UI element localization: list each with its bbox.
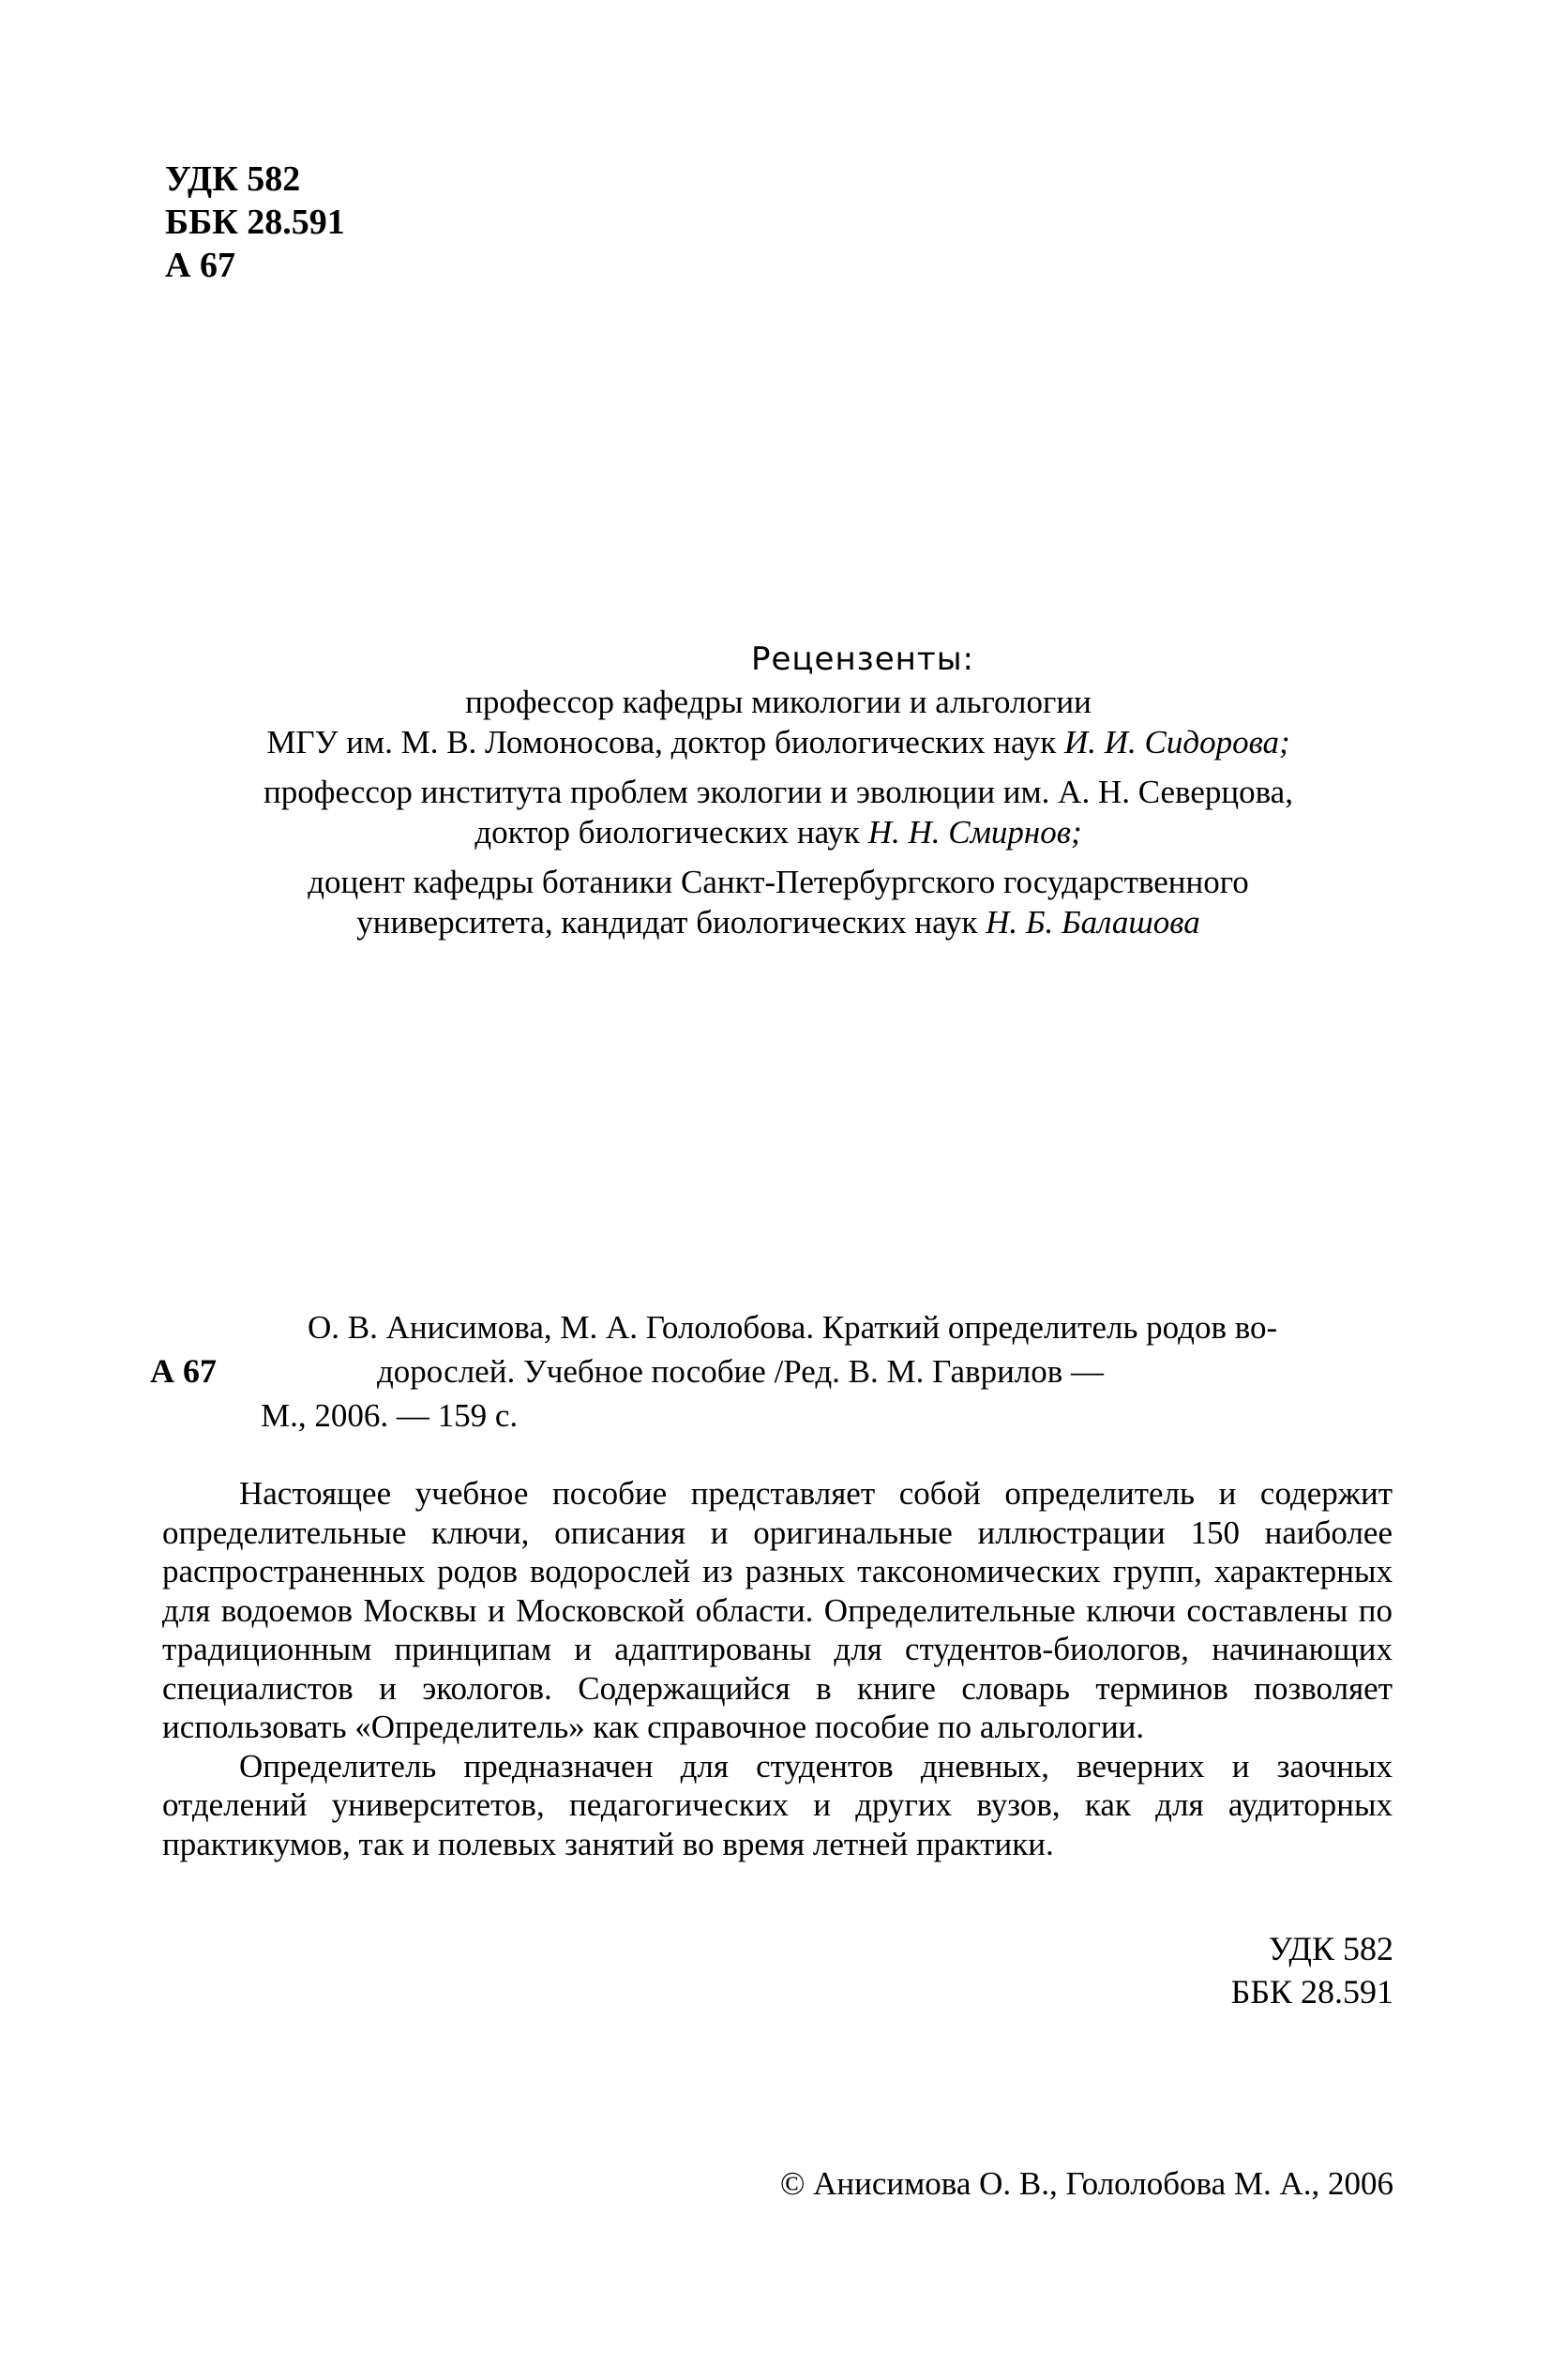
reviewer-degree: университета, кандидат биологических наук <box>356 904 986 941</box>
annotation-paragraph: Настоящее учебное пособие представляет собой определитель и содержит определительные ключи, описания и оригинальные иллюстрации 150 наиболее распространенных родов водорослей из разных таксономических групп, характерных для водоемов Москвы и Московской области. Определительные ключи составлены по традиционным принципам и адаптированы для студентов-биологов, начинающих специалистов и экологов. Содержащийся в книге словарь терминов позволяет использовать «Определитель» как справочное пособие по альгологии. <box>162 1475 1393 1745</box>
reviewer-position: профессор кафедры микологии и альгологии <box>465 684 1092 720</box>
reviewer-affiliation <box>206 902 1350 942</box>
copyright-notice: © Анисимова О. В., Гололобова М. А., 2006 <box>779 2165 1393 2202</box>
reviewer-degree: доктор биологических наук <box>474 814 868 851</box>
bbk-code: ББК 28.591 <box>1230 1973 1393 2011</box>
reviewer-name: Н. Б. Балашова <box>986 904 1200 941</box>
annotation-paragraph: Определитель предназначен для студентов дневных, вечерних и заочных отделений университетов, педагогических и других вузов, как для аудиторных практикумов, так и полевых занятий во время летней практики. <box>162 1747 1393 1862</box>
reviewer-entry <box>206 772 1350 852</box>
reviewer-position: доцент кафедры ботаники Санкт-Петербургского государственного <box>308 864 1249 900</box>
bbk-code: ББК 28.591 <box>165 203 345 242</box>
reviewers-block <box>206 640 1350 952</box>
reviewer-position: профессор института проблем экологии и эволюции им. А. Н. Северцова, <box>264 774 1293 810</box>
reviewer-name: И. И. Сидорова; <box>1063 724 1290 761</box>
classification-codes-bottom <box>1231 1927 1393 2013</box>
udk-code: УДК 582 <box>1268 1930 1393 1967</box>
bib-line-3: М., 2006. — 159 с. <box>261 1397 519 1434</box>
reviewer-entry <box>206 682 1350 762</box>
reviewer-degree: МГУ им. М. В. Ломоносова, доктор биологических наук <box>266 724 1064 761</box>
reviewer-entry <box>206 862 1350 942</box>
reviewer-affiliation <box>206 812 1350 852</box>
bib-line-1: О. В. Анисимова, М. А. Гололобова. Краткий определитель родов во- <box>308 1309 1278 1346</box>
annotation <box>162 1474 1393 1863</box>
udk-code: УДК 582 <box>165 159 301 199</box>
reviewers-heading: Рецензенты: <box>750 640 975 678</box>
bib-author-mark: А 67 <box>150 1352 217 1390</box>
reviewer-name: Н. Н. Смирнов; <box>867 814 1082 851</box>
classification-codes-top <box>165 158 345 287</box>
author-mark: А 67 <box>165 246 235 285</box>
bib-line-2: дорослей. Учебное пособие /Ред. В. М. Гаврилов — <box>377 1353 1105 1390</box>
reviewer-affiliation <box>206 722 1350 762</box>
